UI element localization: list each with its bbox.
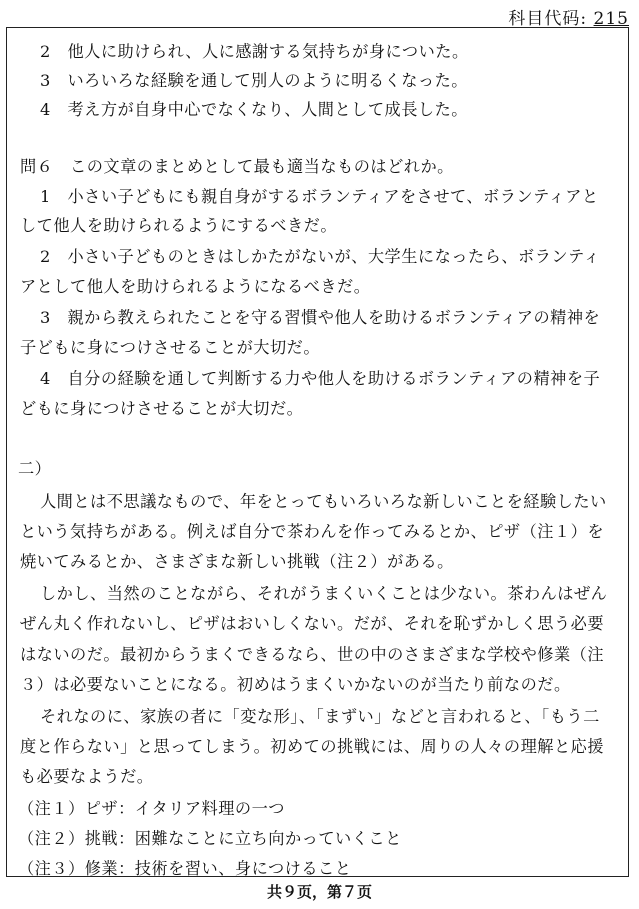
passage-line: ３）は必要ないことになる。初めはうまくいかないのが当たり前なのだ。 (20, 675, 571, 694)
q6-option-4-cont: どもに身につけさせることが大切だ。 (20, 399, 304, 418)
q6-option-3: 3 親から教えられたことを守る習慣や他人を助けるボランティアの精神を (40, 308, 601, 327)
q6-option-1: 1 小さい子どもにも親自身がするボランティアをさせて、ボランティアと (40, 187, 599, 206)
q5-option-4: 4 考え方が自身中心でなくなり、人間として成長した。 (40, 100, 468, 119)
passage-line: 焼いてみるとか、さまざまな新しい挑戦（注２）がある。 (20, 552, 454, 571)
passage-line: 度と作らない」と思ってしまう。初めての挑戦には、周りの人々の理解と応援 (20, 737, 605, 756)
passage-line: はないのだ。最初からうまくできるなら、世の中のさまざまな学校や修業（注 (20, 645, 605, 664)
section-2-heading: 二） (18, 459, 52, 478)
passage-line: という気持ちがある。例えば自分で茶わんを作ってみるとか、ピザ（注１）を (20, 522, 605, 541)
footnote-2: （注２）挑戦：困難なことに立ち向かっていくこと (18, 829, 402, 848)
passage-line: しかし、当然のことながら、それがうまくいくことは少ない。茶わんはぜん (40, 584, 608, 603)
q6-option-3-cont: 子どもに身につけさせることが大切だ。 (20, 338, 321, 357)
q5-option-2: 2 他人に助けられ、人に感謝する気持ちが身についた。 (40, 42, 469, 61)
footnote-1: （注１）ピザ：イタリア料理の一つ (18, 799, 285, 818)
q5-option-3: 3 いろいろな経験を通して別人のように明るくなった。 (40, 71, 468, 90)
subject-code-label: 科目代码: (508, 9, 588, 29)
subject-code-value: 215 (593, 9, 629, 29)
passage-line: 人間とは不思議なもので、年をとってもいろいろな新しいことを経験したい (40, 492, 607, 511)
passage-line: も必要なようだ。 (20, 767, 154, 786)
subject-code (508, 4, 629, 29)
question-6: 問６ この文章のまとめとして最も適当なものはどれか。 (20, 157, 454, 176)
q6-option-2: 2 小さい子どものときはしかたがないが、大学生になったら、ボランティ (40, 247, 601, 266)
page-info: 共９页，第７页 (266, 883, 372, 901)
passage-line: それなのに、家族の者に「変な形」、「まずい」などと言われると、「もう二 (40, 707, 600, 726)
footnote-3: （注３）修業：技術を習い、身につけること (18, 859, 352, 878)
q6-option-2-cont: アとして他人を助けられるようになるべきだ。 (20, 277, 371, 296)
q6-option-1-cont: して他人を助けられるようにするべきだ。 (20, 216, 338, 235)
q6-option-4: 4 自分の経験を通して判断する力や他人を助けるボランティアの精神を子 (40, 369, 601, 388)
passage-line: ぜん丸く作れないし、ピザはおいしくない。だが、それを恥ずかしく思う必要 (20, 614, 605, 633)
